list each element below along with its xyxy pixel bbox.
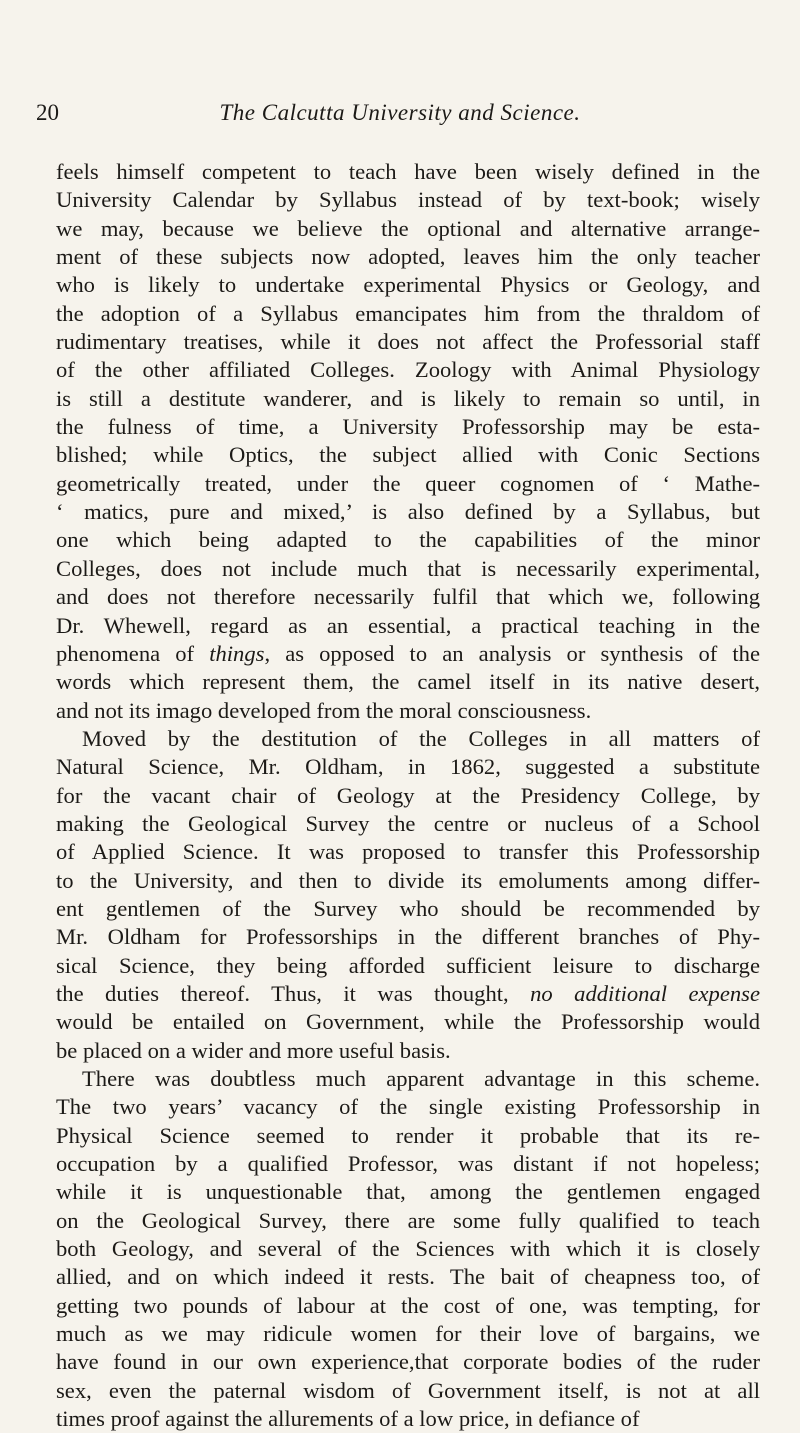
text-line: words which represent them, the camel itself in its native desert, bbox=[56, 669, 760, 695]
text-line: phenomena of things, as opposed to an analysis or synthesis of the bbox=[56, 640, 760, 666]
text-line: ent gentlemen of the Survey who should be recommended by bbox=[56, 895, 760, 921]
text-line: who is likely to undertake experimental Physics or Geology, and bbox=[56, 272, 760, 298]
text-line: Mr. Oldham for Professorships in the different branches of Phy- bbox=[56, 924, 760, 950]
text-line: is still a destitute wanderer, and is likely to remain so until, in bbox=[56, 385, 760, 411]
text-line: Natural Science, Mr. Oldham, in 1862, suggested a substitute bbox=[56, 754, 760, 780]
text-line: of Applied Science. It was proposed to transfer this Professorship bbox=[56, 839, 760, 865]
text-line: Physical Science seemed to render it probable that its re- bbox=[56, 1122, 760, 1148]
text-line: sical Science, they being afforded sufficient leisure to discharge bbox=[56, 952, 760, 978]
text-line: blished; while Optics, the subject allied with Conic Sections bbox=[56, 442, 760, 468]
text-line: ment of these subjects now adopted, leaves him the only teacher bbox=[56, 244, 760, 270]
text-line: be placed on a wider and more useful basis. bbox=[56, 1037, 451, 1063]
text-line: times proof against the allurements of a low price, in defiance of bbox=[56, 1406, 640, 1432]
text-line: the adoption of a Syllabus emancipates him from the thraldom of bbox=[56, 300, 760, 326]
text-line: There was doubtless much apparent advantage in this scheme. bbox=[82, 1066, 760, 1091]
text-line: we may, because we believe the optional and alternative arrange- bbox=[56, 215, 760, 241]
text-line: to the University, and then to divide its emoluments among differ- bbox=[56, 867, 760, 893]
text-line: Dr. Whewell, regard as an essential, a practical teaching in the bbox=[56, 612, 760, 638]
text-line: geometrically treated, under the queer cognomen of ‘ Mathe- bbox=[56, 470, 760, 496]
text-line: the duties thereof. Thus, it was thought, no additional expense bbox=[56, 980, 760, 1006]
page-number: 20 bbox=[36, 100, 59, 125]
text-line: both Geology, and several of the Sciences with which it is closely bbox=[56, 1236, 760, 1262]
text-line: while it is unquestionable that, among the gentlemen engaged bbox=[56, 1179, 760, 1205]
text-line: on the Geological Survey, there are some fully qualified to teach bbox=[56, 1207, 760, 1233]
text-line: one which being adapted to the capabilities of the minor bbox=[56, 527, 760, 553]
text-line: occupation by a qualified Professor, was distant if not hopeless; bbox=[56, 1151, 760, 1177]
text-line: of the other affiliated Colleges. Zoology with Animal Physiology bbox=[56, 357, 760, 383]
text-line: Moved by the destitution of the Colleges in all matters of bbox=[82, 725, 760, 751]
text-line: have found in our own experience,that corporate bodies of the ruder bbox=[56, 1349, 760, 1375]
text-line: would be entailed on Government, while the Professorship would bbox=[56, 1009, 760, 1035]
text-line: The two years’ vacancy of the single existing Professorship in bbox=[56, 1094, 760, 1120]
text-line: University Calendar by Syllabus instead of by text-book; wisely bbox=[56, 187, 760, 213]
text-line: the fulness of time, a University Professorship may be esta- bbox=[56, 414, 760, 440]
text-line: for the vacant chair of Geology at the Presidency College, by bbox=[56, 782, 760, 808]
text-line: Colleges, does not include much that is necessarily experimental, bbox=[56, 555, 760, 581]
text-line: getting two pounds of labour at the cost of one, was tempting, for bbox=[56, 1292, 760, 1318]
text-line: ‘ matics, pure and mixed,’ is also defined by a Syllabus, but bbox=[56, 499, 760, 525]
text-line: making the Geological Survey the centre or nucleus of a School bbox=[56, 810, 760, 836]
text-line: feels himself competent to teach have been wisely defined in the bbox=[56, 159, 760, 184]
text-line: allied, and on which indeed it rests. The bait of cheapness too, of bbox=[56, 1264, 760, 1290]
italic-phrase: things bbox=[209, 640, 265, 666]
text-line: and not its imago developed from the moral consciousness. bbox=[56, 697, 592, 723]
running-title: The Calcutta University and Science. bbox=[219, 100, 581, 125]
body-text bbox=[56, 158, 760, 1433]
italic-phrase: no additional expense bbox=[530, 980, 760, 1006]
text-line: and does not therefore necessarily fulfil that which we, following bbox=[56, 584, 760, 610]
running-head bbox=[0, 100, 800, 140]
text-line: rudimentary treatises, while it does not affect the Professorial staff bbox=[56, 329, 760, 355]
text-line: sex, even the paternal wisdom of Government itself, is not at all bbox=[56, 1377, 760, 1403]
text-line: much as we may ridicule women for their love of bargains, we bbox=[56, 1321, 760, 1347]
